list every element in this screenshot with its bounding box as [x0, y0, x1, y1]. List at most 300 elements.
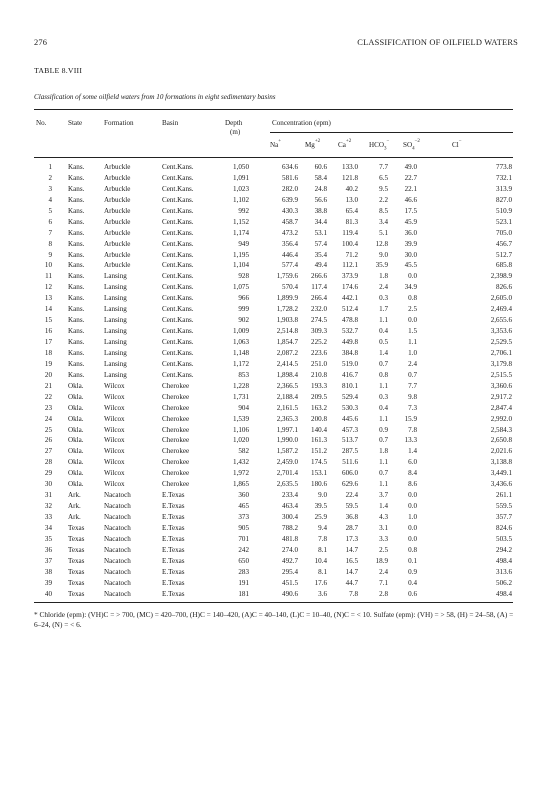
row-basin: E.Texas [162, 502, 185, 511]
concentration-rule [270, 132, 513, 133]
row-hco3: 2.4 [379, 567, 388, 576]
row-ca: 28.7 [345, 523, 358, 532]
row-so4: 7.8 [408, 425, 417, 434]
row-hco3: 9.0 [379, 250, 388, 259]
row-ca: 606.0 [342, 469, 358, 478]
row-state: Kans. [68, 217, 85, 226]
row-number: 24 [44, 414, 52, 423]
row-cl: 2,584.3 [490, 425, 512, 434]
table-row [0, 534, 546, 545]
row-ca: 513.7 [342, 436, 358, 445]
row-formation: Wilcox [104, 381, 125, 390]
row-na: 1,899.9 [276, 294, 298, 303]
ion-header-na [270, 141, 281, 149]
row-hco3: 0.7 [379, 359, 388, 368]
row-depth: 242 [238, 545, 249, 554]
row-ca: 530.3 [342, 403, 358, 412]
row-depth: 1,174 [233, 228, 249, 237]
row-na: 1,990.0 [276, 436, 298, 445]
table-row [0, 359, 546, 370]
row-ca: 133.0 [342, 163, 358, 171]
ion-so4-charge: −2 [414, 139, 420, 144]
row-hco3: 0.3 [379, 294, 388, 303]
row-so4: 15.9 [404, 414, 417, 423]
row-mg: 9.0 [318, 491, 327, 500]
row-hco3: 1.4 [379, 348, 388, 357]
table-row [0, 490, 546, 501]
row-cl: 498.4 [496, 589, 512, 598]
row-so4: 1.0 [408, 348, 417, 357]
row-formation: Arbuckle [104, 206, 131, 215]
row-formation: Lansing [104, 305, 127, 314]
row-basin: E.Texas [162, 513, 185, 521]
row-hco3: 6.5 [379, 173, 388, 182]
row-cl: 503.5 [496, 534, 512, 543]
row-so4: 0.9 [408, 567, 417, 576]
row-depth: 1,539 [233, 414, 249, 423]
row-hco3: 1.1 [379, 381, 388, 390]
row-hco3: 0.8 [379, 370, 388, 379]
row-number: 34 [44, 523, 52, 532]
row-state: Kans. [68, 228, 85, 237]
row-number: 35 [44, 534, 52, 543]
table-bottom-rule [34, 602, 513, 603]
row-basin: Cherokee [162, 469, 190, 478]
row-formation: Wilcox [104, 425, 125, 434]
row-basin: E.Texas [162, 578, 185, 587]
row-formation: Wilcox [104, 403, 125, 412]
row-na: 1,898.4 [276, 370, 298, 379]
row-cl: 456.7 [496, 239, 512, 248]
row-cl: 313.6 [496, 567, 512, 576]
row-mg: 8.1 [318, 567, 327, 576]
row-depth: 999 [238, 305, 249, 314]
row-state: Ark. [68, 513, 81, 521]
row-na: 492.7 [282, 556, 298, 565]
row-state: Kans. [68, 338, 85, 346]
row-ca: 174.6 [342, 283, 358, 292]
row-depth: 992 [238, 206, 249, 215]
ion-header-hco3 [369, 141, 389, 151]
row-depth: 1,972 [233, 469, 249, 478]
row-depth: 1,432 [233, 458, 249, 467]
row-hco3: 0.4 [379, 403, 388, 412]
ion-mg-base: Mg [305, 141, 315, 149]
row-hco3: 0.9 [379, 425, 388, 434]
row-so4: 17.5 [404, 206, 417, 215]
row-na: 481.8 [282, 534, 298, 543]
row-ca: 532.7 [342, 327, 358, 336]
row-hco3: 3.1 [379, 523, 388, 532]
row-ca: 529.4 [342, 392, 358, 401]
row-na: 2,188.4 [276, 392, 298, 401]
row-cl: 357.7 [496, 513, 512, 521]
row-mg: 140.4 [311, 425, 327, 434]
row-so4: 0.7 [408, 370, 417, 379]
ion-so4-base: SO [403, 141, 413, 149]
row-basin: E.Texas [162, 567, 185, 576]
row-ca: 14.7 [345, 567, 358, 576]
row-mg: 163.2 [311, 403, 327, 412]
row-number: 13 [44, 294, 52, 303]
row-cl: 3,436.6 [490, 480, 512, 489]
row-so4: 0.0 [408, 316, 417, 325]
row-cl: 3,353.6 [490, 327, 512, 336]
row-cl: 512.7 [496, 250, 512, 259]
row-hco3: 1.8 [379, 272, 388, 281]
row-number: 14 [44, 305, 52, 314]
row-hco3: 2.4 [379, 283, 388, 292]
row-ca: 100.4 [342, 239, 358, 248]
row-depth: 1,228 [233, 381, 249, 390]
row-cl: 2,021.6 [490, 447, 512, 456]
ion-so4-sub: 4 [412, 146, 415, 152]
row-basin: Cherokee [162, 425, 190, 434]
row-state: Kans. [68, 261, 85, 270]
row-depth: 1,050 [233, 163, 249, 171]
row-basin: Cent.Kans. [162, 283, 194, 292]
row-ca: 17.3 [345, 534, 358, 543]
row-basin: E.Texas [162, 545, 185, 554]
ion-na-base: Na [270, 141, 279, 149]
row-na: 2,701.4 [276, 469, 298, 478]
row-state: Okla. [68, 414, 84, 423]
row-mg: 232.0 [311, 305, 327, 314]
row-basin: Cent.Kans. [162, 184, 194, 193]
row-depth: 181 [238, 589, 249, 598]
row-hco3: 2.2 [379, 195, 388, 204]
table-row [0, 425, 546, 436]
row-formation: Nacatoch [104, 556, 131, 565]
row-na: 1,728.2 [276, 305, 298, 314]
row-mg: 266.4 [311, 294, 327, 303]
row-basin: Cent.Kans. [162, 327, 194, 336]
row-ca: 449.8 [342, 338, 358, 346]
row-number: 39 [44, 578, 52, 587]
row-so4: 0.8 [408, 545, 417, 554]
row-number: 26 [44, 436, 52, 445]
row-so4: 46.6 [404, 195, 417, 204]
table-row [0, 217, 546, 228]
row-so4: 22.1 [404, 184, 417, 193]
row-depth: 1,102 [233, 195, 249, 204]
row-so4: 1.1 [408, 338, 417, 346]
row-so4: 45.9 [404, 217, 417, 226]
row-number: 1 [48, 163, 52, 171]
row-formation: Arbuckle [104, 173, 131, 182]
row-ca: 81.3 [345, 217, 358, 226]
row-ca: 384.8 [342, 348, 358, 357]
row-hco3: 8.5 [379, 206, 388, 215]
table-row [0, 195, 546, 206]
row-hco3: 3.4 [379, 217, 388, 226]
table-row [0, 228, 546, 239]
row-state: Okla. [68, 425, 84, 434]
row-so4: 0.0 [408, 534, 417, 543]
row-mg: 193.3 [311, 381, 327, 390]
row-so4: 36.0 [404, 228, 417, 237]
row-so4: 2.4 [408, 359, 417, 368]
row-state: Kans. [68, 327, 85, 336]
table-row [0, 304, 546, 315]
row-formation: Wilcox [104, 469, 125, 478]
row-formation: Arbuckle [104, 184, 131, 193]
row-so4: 34.9 [404, 283, 417, 292]
row-basin: Cent.Kans. [162, 250, 194, 259]
row-formation: Nacatoch [104, 589, 131, 598]
row-ca: 65.4 [345, 206, 358, 215]
row-mg: 180.6 [311, 480, 327, 489]
row-cl: 510.9 [496, 206, 512, 215]
ion-hco3-sub: 3 [383, 146, 387, 152]
row-formation: Lansing [104, 294, 127, 303]
row-depth: 904 [238, 403, 249, 412]
row-number: 7 [48, 228, 52, 237]
row-mg: 223.6 [311, 348, 327, 357]
row-ca: 478.8 [342, 316, 358, 325]
row-mg: 49.4 [314, 261, 327, 270]
row-depth: 1,020 [233, 436, 249, 445]
row-number: 6 [48, 217, 52, 226]
ion-cl-charge: − [458, 139, 462, 144]
row-formation: Wilcox [104, 458, 125, 467]
row-mg: 309.3 [311, 327, 327, 336]
row-state: Okla. [68, 480, 84, 489]
row-number: 11 [45, 272, 52, 281]
row-na: 463.4 [282, 502, 298, 511]
row-na: 788.2 [282, 523, 298, 532]
row-formation: Nacatoch [104, 567, 131, 576]
row-mg: 274.5 [311, 316, 327, 325]
header-formation: Formation [104, 119, 134, 127]
row-mg: 161.3 [311, 436, 327, 445]
row-so4: 1.5 [408, 327, 417, 336]
row-number: 30 [44, 480, 52, 489]
row-hco3: 1.4 [379, 502, 388, 511]
row-formation: Wilcox [104, 392, 125, 401]
row-state: Kans. [68, 184, 85, 193]
ion-ca-charge: +2 [345, 139, 352, 144]
row-ca: 14.7 [345, 545, 358, 554]
row-state: Kans. [68, 206, 85, 215]
row-state: Okla. [68, 469, 84, 478]
table-row [0, 173, 546, 184]
row-hco3: 0.3 [379, 392, 388, 401]
row-na: 356.4 [282, 239, 298, 248]
row-basin: Cent.Kans. [162, 348, 194, 357]
row-depth: 1,009 [233, 327, 249, 336]
row-number: 20 [44, 370, 52, 379]
table-caption: Classification of some oilfield waters from 10 formations in eight sedimentary basins [34, 93, 276, 101]
row-so4: 1.4 [408, 447, 417, 456]
row-so4: 1.0 [408, 513, 417, 521]
row-na: 446.4 [282, 250, 298, 259]
row-basin: E.Texas [162, 523, 185, 532]
row-depth: 1,731 [233, 392, 249, 401]
row-cl: 498.4 [496, 556, 512, 565]
row-basin: Cherokee [162, 414, 190, 423]
row-cl: 506.2 [496, 578, 512, 587]
row-cl: 824.6 [496, 523, 512, 532]
row-ca: 519.0 [342, 359, 358, 368]
row-state: Kans. [68, 163, 85, 171]
row-basin: Cherokee [162, 436, 190, 445]
row-basin: E.Texas [162, 534, 185, 543]
row-hco3: 2.8 [379, 589, 388, 598]
row-number: 5 [48, 206, 52, 215]
row-ca: 7.8 [349, 589, 358, 598]
row-state: Texas [68, 556, 85, 565]
row-state: Texas [68, 523, 85, 532]
row-depth: 949 [238, 239, 249, 248]
ion-header-ca [338, 141, 351, 149]
ion-hco3-charge: − [386, 139, 390, 144]
row-state: Okla. [68, 458, 84, 467]
row-state: Okla. [68, 381, 84, 390]
row-ca: 629.6 [342, 480, 358, 489]
row-cl: 773.8 [496, 163, 512, 171]
row-state: Kans. [68, 316, 85, 325]
row-number: 37 [44, 556, 52, 565]
row-na: 2,087.2 [276, 348, 298, 357]
table-row [0, 567, 546, 578]
row-depth: 360 [238, 491, 249, 500]
row-cl: 2,469.4 [490, 305, 512, 314]
row-formation: Nacatoch [104, 491, 131, 500]
row-so4: 0.0 [408, 502, 417, 511]
table-row [0, 545, 546, 556]
row-basin: Cherokee [162, 403, 190, 412]
row-hco3: 0.5 [379, 338, 388, 346]
row-ca: 457.3 [342, 425, 358, 434]
row-mg: 266.6 [311, 272, 327, 281]
row-formation: Nacatoch [104, 545, 131, 554]
row-so4: 7.7 [408, 381, 417, 390]
row-so4: 0.1 [408, 556, 417, 565]
table-row [0, 260, 546, 271]
row-so4: 45.5 [404, 261, 417, 270]
row-number: 36 [44, 545, 52, 554]
row-state: Kans. [68, 195, 85, 204]
row-number: 12 [44, 283, 52, 292]
row-formation: Wilcox [104, 414, 125, 423]
row-mg: 17.6 [314, 578, 327, 587]
table-body [0, 162, 546, 600]
row-cl: 559.5 [496, 502, 512, 511]
row-ca: 512.4 [342, 305, 358, 314]
row-cl: 826.6 [496, 283, 512, 292]
row-hco3: 1.1 [379, 480, 388, 489]
row-mg: 39.5 [314, 502, 327, 511]
row-cl: 3,360.6 [490, 381, 512, 390]
row-state: Texas [68, 567, 85, 576]
row-number: 40 [44, 589, 52, 598]
table-row [0, 446, 546, 457]
row-formation: Arbuckle [104, 228, 131, 237]
row-cl: 313.9 [496, 184, 512, 193]
table-row [0, 271, 546, 282]
row-na: 2,161.5 [276, 403, 298, 412]
row-number: 17 [44, 338, 52, 346]
row-number: 2 [48, 173, 52, 182]
row-cl: 2,398.9 [490, 272, 512, 281]
row-hco3: 18.9 [375, 556, 388, 565]
row-formation: Lansing [104, 283, 127, 292]
row-formation: Lansing [104, 359, 127, 368]
row-cl: 3,138.8 [490, 458, 512, 467]
row-basin: Cent.Kans. [162, 195, 194, 204]
row-na: 2,459.0 [276, 458, 298, 467]
row-so4: 9.8 [408, 392, 417, 401]
table-top-rule [34, 109, 513, 110]
row-na: 581.6 [282, 173, 298, 182]
row-hco3: 12.8 [375, 239, 388, 248]
row-state: Kans. [68, 283, 85, 292]
table-row [0, 457, 546, 468]
row-formation: Nacatoch [104, 513, 131, 521]
row-formation: Nacatoch [104, 523, 131, 532]
table-row [0, 326, 546, 337]
table-row [0, 468, 546, 479]
row-cl: 2,992.0 [490, 414, 512, 423]
row-number: 4 [48, 195, 52, 204]
row-na: 490.6 [282, 589, 298, 598]
table-row [0, 589, 546, 600]
row-ca: 40.2 [345, 184, 358, 193]
row-cl: 3,449.1 [490, 469, 512, 478]
row-number: 3 [48, 184, 52, 193]
row-depth: 966 [238, 294, 249, 303]
row-na: 282.0 [282, 184, 298, 193]
row-hco3: 1.7 [379, 305, 388, 314]
row-basin: Cent.Kans. [162, 163, 194, 171]
row-formation: Arbuckle [104, 261, 131, 270]
row-mg: 25.9 [314, 513, 327, 521]
table-row [0, 315, 546, 326]
row-ca: 71.2 [345, 250, 358, 259]
row-basin: Cherokee [162, 447, 190, 456]
row-formation: Wilcox [104, 447, 125, 456]
row-mg: 251.0 [311, 359, 327, 368]
row-mg: 117.4 [311, 283, 327, 292]
row-state: Texas [68, 578, 85, 587]
row-cl: 705.0 [496, 228, 512, 237]
row-depth: 283 [238, 567, 249, 576]
row-hco3: 7.1 [379, 578, 388, 587]
row-hco3: 4.3 [379, 513, 388, 521]
row-na: 2,514.8 [276, 327, 298, 336]
row-so4: 6.0 [408, 458, 417, 467]
table-row [0, 337, 546, 348]
ion-mg-charge: +2 [314, 139, 321, 144]
table-row [0, 556, 546, 567]
row-mg: 210.8 [311, 370, 327, 379]
table-row [0, 250, 546, 261]
row-na: 473.2 [282, 228, 298, 237]
row-hco3: 1.1 [379, 316, 388, 325]
row-ca: 121.8 [342, 173, 358, 182]
row-so4: 49.0 [404, 163, 417, 171]
row-so4: 0.0 [408, 272, 417, 281]
row-depth: 1,195 [233, 250, 249, 259]
row-depth: 1,023 [233, 184, 249, 193]
row-basin: Cent.Kans. [162, 173, 194, 182]
row-so4: 0.0 [408, 523, 417, 532]
row-mg: 209.5 [311, 392, 327, 401]
row-na: 577.4 [282, 261, 298, 270]
table-row [0, 162, 546, 173]
row-state: Kans. [68, 272, 85, 281]
